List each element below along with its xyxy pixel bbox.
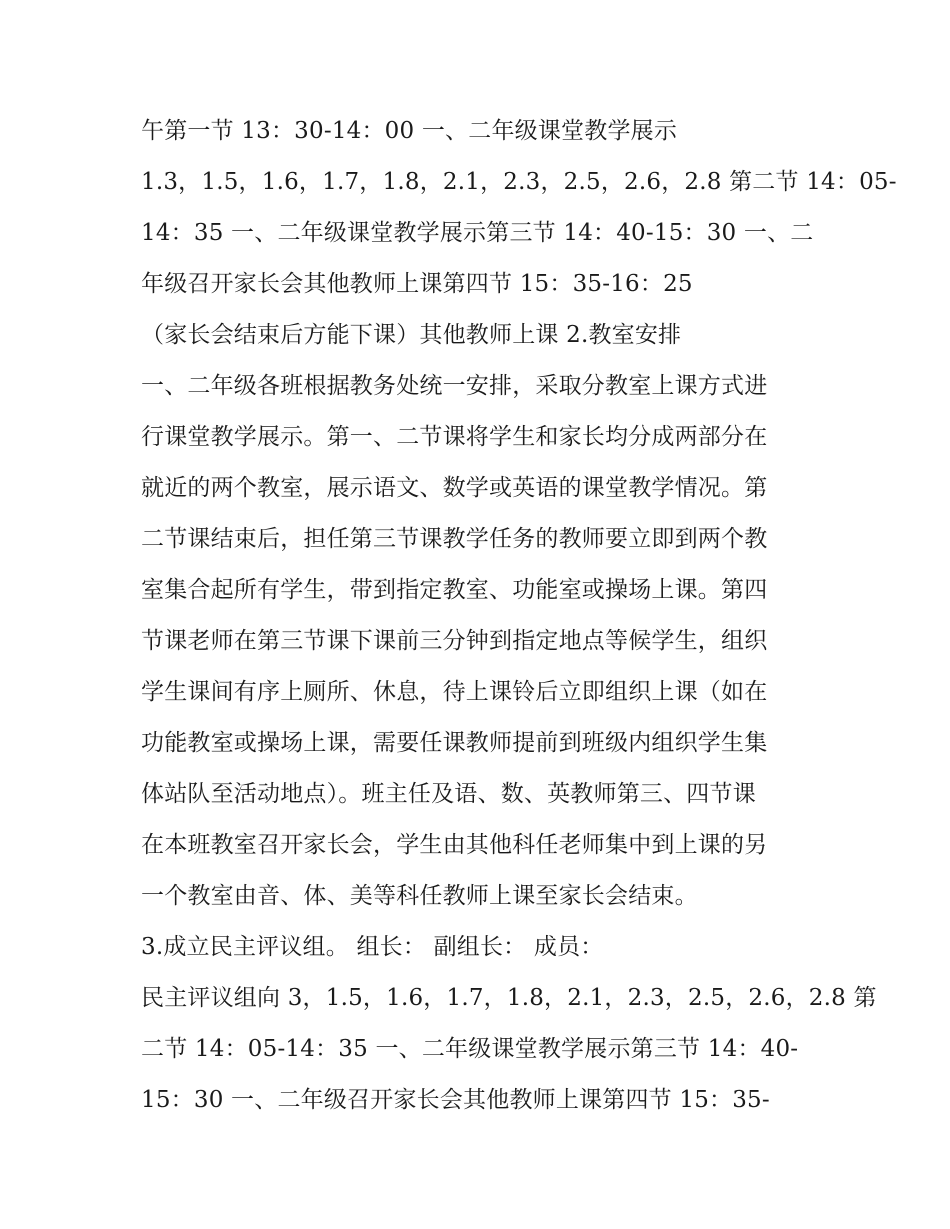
text-line-19: 二节 14：05-14：35 一、二年级课堂教学展示第三节 14：40- [141, 1036, 799, 1062]
text-line-13: 功能教室或操场上课，需要任课教师提前到班级内组织学生集 [141, 730, 768, 756]
text-line-16: 一个教室由音、体、美等科任教师上课至家长会结束。 [141, 883, 698, 909]
text-line-3: 14：35 一、二年级课堂教学展示第三节 14：40-15：30 一、二 [141, 220, 814, 246]
text-line-15: 在本班教室召开家长会，学生由其他科任老师集中到上课的另 [141, 832, 768, 858]
text-line-4: 年级召开家长会其他教师上课第四节 15：35-16：25 [141, 271, 693, 297]
text-line-18: 民主评议组向 3，1.5，1.6，1.7，1.8，2.1，2.3，2.5，2.6，2.8 第 [141, 985, 877, 1011]
text-line-12: 学生课间有序上厕所、休息，待上课铃后立即组织上课（如在 [141, 679, 768, 705]
text-line-7: 行课堂教学展示。第一、二节课将学生和家长均分成两部分在 [141, 424, 768, 450]
text-line-17: 3.成立民主评议组。 组长： 副组长： 成员： [141, 934, 604, 960]
text-line-5: （家长会结束后方能下课）其他教师上课 2.教室安排 [141, 322, 682, 348]
text-line-14: 体站队至活动地点）。班主任及语、数、英教师第三、四节课 [141, 781, 756, 807]
text-line-1: 午第一节 13：30-14：00 一、二年级课堂教学展示 [141, 118, 678, 144]
text-line-11: 节课老师在第三节课下课前三分钟到指定地点等候学生，组织 [141, 628, 768, 654]
text-line-20: 15：30 一、二年级召开家长会其他教师上课第四节 15：35- [141, 1087, 770, 1113]
text-line-2: 1.3，1.5，1.6，1.7，1.8，2.1，2.3，2.5，2.6，2.8 第二节 14：05- [141, 169, 897, 195]
text-line-6: 一、二年级各班根据教务处统一安排，采取分教室上课方式进 [141, 373, 768, 399]
text-line-9: 二节课结束后，担任第三节课教学任务的教师要立即到两个教 [141, 526, 768, 552]
document-body [141, 106, 897, 1126]
text-line-10: 室集合起所有学生，带到指定教室、功能室或操场上课。第四 [141, 577, 768, 603]
text-line-8: 就近的两个教室，展示语文、数学或英语的课堂教学情况。第 [141, 475, 768, 501]
